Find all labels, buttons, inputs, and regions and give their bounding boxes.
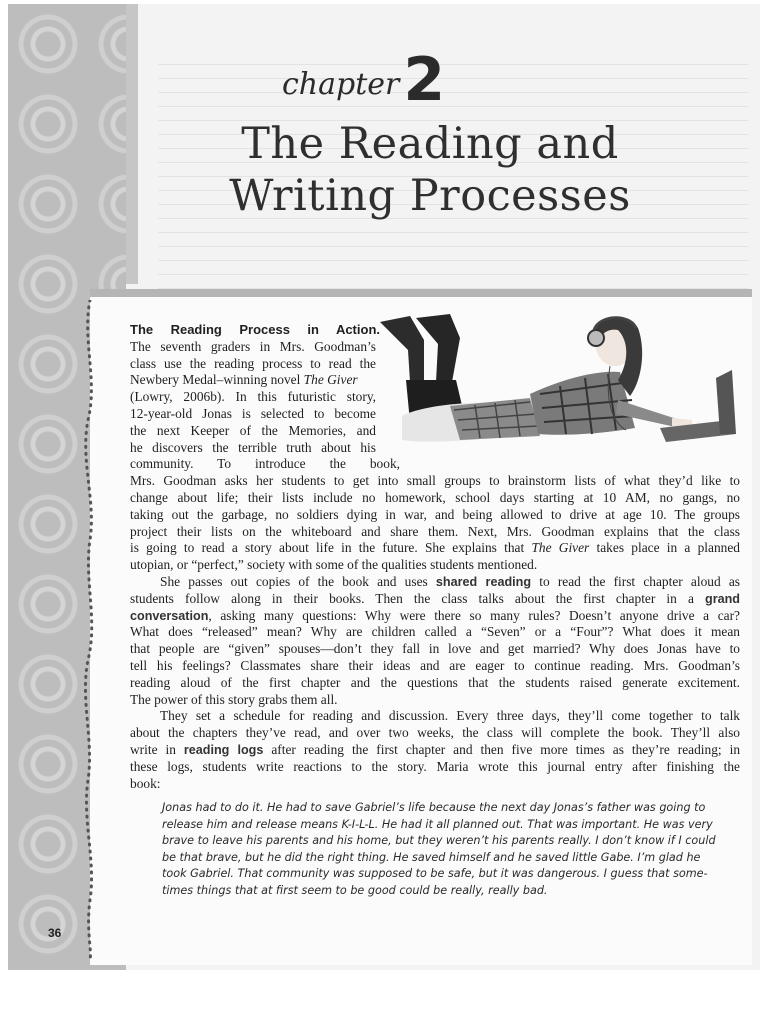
body-line: The power of this story grabs them all.: [130, 691, 338, 707]
dotted-border-decoration: [76, 300, 106, 960]
body-line: The seventh graders in Mrs. Goodman’s: [130, 338, 376, 354]
keyword-grand: grand: [705, 591, 740, 606]
body-text-run: after reading the first chapter and then five more times as they’re reading; in: [263, 741, 741, 757]
section-heading-line: [130, 322, 380, 339]
journal-line: took Gabriel. That community was supposed to be safe, but it was dangerous. I guess that some-: [162, 867, 708, 881]
body-line: [130, 591, 740, 608]
body-line: about the chapters they’ve read, and over two weeks, the class will complete the book. They’ll also: [130, 725, 740, 741]
body-line: book:: [130, 775, 161, 791]
body-line: tell his feelings? Classmates share their ideas and are eager to continue reading. Mrs. Goodman’s: [130, 657, 740, 673]
body-line: reading aloud of the first chapter and the questions that the students raised generate excitement.: [130, 674, 740, 690]
body-text-run: to read the first chapter aloud as: [531, 573, 740, 589]
journal-line: be that brave, but he did the right thing. He saved himself and he saved little Gabe. I’m glad he: [162, 850, 701, 864]
keyword-conversation: conversation: [130, 608, 209, 623]
body-line: change about life; their lists include no homework, school days starting at 10 AM, no gangs, no: [130, 489, 740, 505]
journal-line: brave to leave his parents and his home, but they weren’t his parents really. I don’t know if I could: [162, 834, 716, 848]
body-text-run: , asking many questions: Why were there so many rules? Doesn’t anyone drive a car?: [208, 607, 740, 623]
chapter-word: chapter: [282, 67, 400, 102]
body-line: What does “released” mean? Why are children called a “Seven” or a “Four”? What does it mean: [130, 624, 740, 640]
book-title-the-giver: The Giver: [531, 540, 590, 556]
article-body: [130, 322, 740, 792]
chapter-title: [180, 118, 680, 222]
decorative-band-extension: [126, 4, 138, 284]
body-text-run: She passes out copies of the book and uses: [160, 573, 436, 589]
body-line: [130, 372, 376, 389]
body-line: utopian, or “perfect,” society with some of the qualities students mentioned.: [130, 557, 538, 573]
body-line: 12-year-old Jonas is selected to become: [130, 405, 376, 421]
chapter-number: 2: [403, 45, 446, 115]
body-line: taking out the garbage, no soldiers dying in war, and being allowed to drive at age 10. The groups: [130, 506, 740, 522]
chapter-label: [282, 45, 446, 115]
body-line: community. To introduce the book,: [130, 456, 400, 472]
page-bottom-margin: [0, 970, 768, 1024]
page-number: 36: [48, 926, 62, 940]
body-text-run: is going to read a story about life in the future. She explains that: [130, 540, 532, 556]
body-text-run: students follow along in their books. Then the class talks about the first chapter in a: [130, 590, 706, 606]
body-line: Mrs. Goodman asks her students to get into small groups to brainstorm lists of what they’d like to: [130, 473, 740, 489]
body-line: [130, 742, 740, 759]
keyword-reading-logs: reading logs: [183, 742, 264, 757]
body-line: [130, 608, 740, 625]
body-line: [130, 540, 740, 557]
body-line: [130, 574, 740, 591]
body-line: They set a schedule for reading and discussion. Every three days, they’ll come together to talk: [160, 708, 740, 724]
body-text-run: takes place in a planned: [589, 540, 740, 556]
keyword-shared-reading: shared reading: [435, 574, 532, 589]
journal-entry: [162, 800, 722, 900]
body-text-run: write in: [130, 741, 184, 757]
body-line: class use the reading process to read the: [130, 355, 376, 371]
chapter-title-line-2: Writing Processes: [229, 171, 631, 221]
body-text-run: Newbery Medal–winning novel: [130, 372, 304, 388]
section-heading: The Reading Process in Action.: [130, 322, 380, 337]
journal-line: Jonas had to do it. He had to save Gabriel’s life because the next day Jonas’s father was going to: [162, 801, 706, 814]
body-line: that people are “given” spouses—don’t they fall in love and get married? Why does Jonas have to: [130, 641, 740, 657]
body-line: (Lowry, 2006b). In this futuristic story,: [130, 389, 376, 405]
body-line: these logs, students write reactions to the story. Maria wrote this journal entry after finishing the: [130, 758, 740, 774]
body-line: project their lists on the whiteboard and share them. Next, Mrs. Goodman explains that the class: [130, 523, 740, 539]
journal-line: release him and release means K-I-L-L. He had it all planned out. That was important. He was very: [162, 817, 713, 831]
body-line: he discovers the terrible truth about his: [130, 439, 376, 455]
journal-line: times things that at first seem to be good could be really, really bad.: [162, 883, 548, 897]
book-title-the-giver: The Giver: [303, 372, 358, 388]
body-line: the next Keeper of the Memories, and: [130, 422, 376, 438]
chapter-title-line-1: The Reading and: [241, 119, 619, 169]
